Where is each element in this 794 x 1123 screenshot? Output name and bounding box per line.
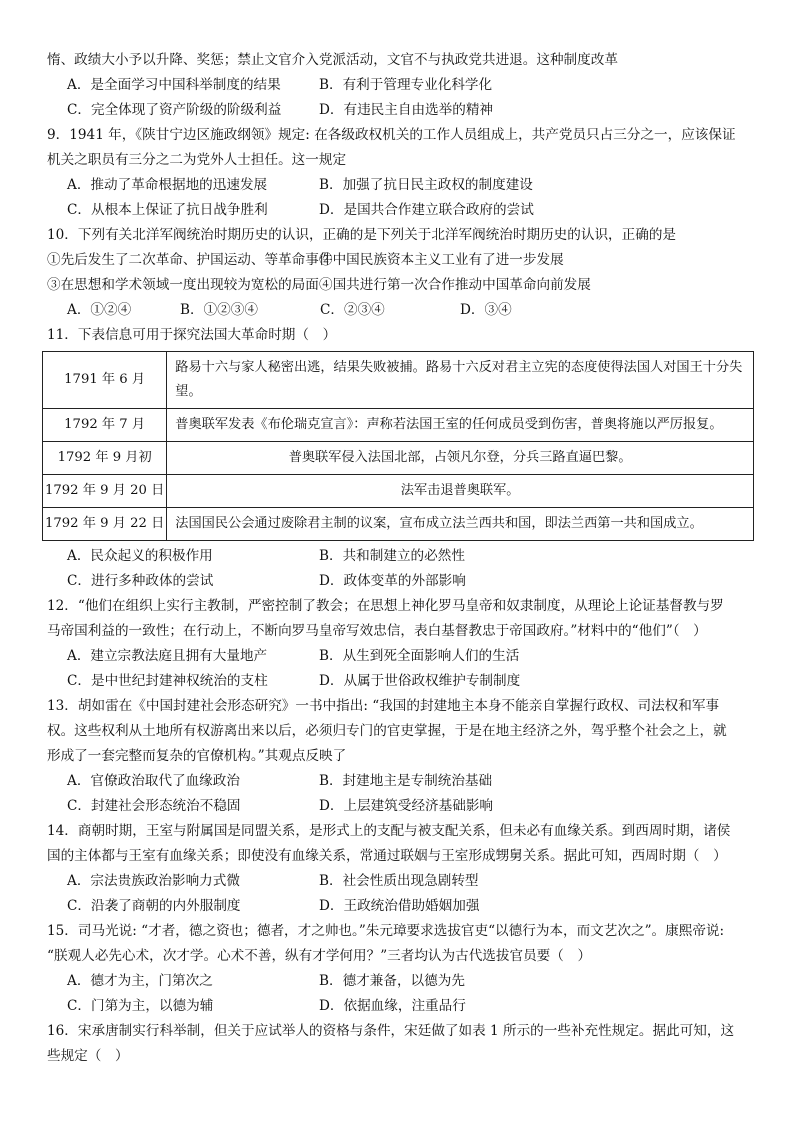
table-row — [43, 442, 754, 475]
q12-option-b[interactable]: B．从生到死全面影响人们的生活 — [319, 648, 520, 664]
event-date: 1792 年 7 月 — [43, 409, 167, 442]
q11-events-table — [42, 351, 754, 541]
q13-options-row-1 — [47, 769, 757, 794]
q9-option-b[interactable]: B．加强了抗日民主政权的制度建设 — [319, 177, 533, 193]
q15-option-d[interactable]: D．依据血缘，注重品行 — [319, 998, 466, 1014]
q12-stem-line-1: 12．“他们在组织上实行主教制，严密控制了教会；在思想上神化罗马皇帝和奴隶制度，从理论上论证基督教与罗 — [47, 598, 724, 614]
q10-items-row-2 — [47, 273, 757, 298]
q8-option-d[interactable]: D．有违民主自由选举的精神 — [319, 102, 494, 118]
q13-option-d[interactable]: D．上层建筑受经济基础影响 — [319, 798, 494, 814]
event-date: 1792 年 9 月初 — [43, 442, 167, 475]
q15-options-row-2 — [47, 994, 757, 1019]
q14-options-row-2 — [47, 894, 757, 919]
q9-option-d[interactable]: D．是国共合作建立联合政府的尝试 — [319, 202, 534, 218]
q8-option-b[interactable]: B．有利于管理专业化科学化 — [319, 77, 493, 93]
q12-option-d[interactable]: D．从属于世俗政权维护专制制度 — [319, 673, 521, 689]
table-row — [43, 475, 754, 508]
q14-option-b[interactable]: B．社会性质出现急剧转型 — [319, 873, 479, 889]
q10-option-a[interactable]: A．①②④ — [67, 302, 132, 318]
q10-item-2: ②中国民族资本主义工业有了进一步发展 — [319, 252, 564, 268]
q14-option-c[interactable]: C．沿袭了商朝的内外服制度 — [67, 898, 241, 914]
q11-stem: 11．下表信息可用于探究法国大革命时期（ ） — [47, 327, 337, 343]
q11-option-a[interactable]: A．民众起义的积极作用 — [67, 548, 213, 564]
q10-item-4: ④国共进行第一次合作推动中国革命向前发展 — [319, 277, 591, 293]
q9-option-c[interactable]: C．从根本上保证了抗日战争胜利 — [67, 202, 268, 218]
q12-option-c[interactable]: C．是中世纪封建神权统治的支柱 — [67, 673, 268, 689]
q8-option-c[interactable]: C．完全体现了资产阶级的阶级利益 — [67, 102, 282, 118]
event-date: 1791 年 6 月 — [43, 352, 167, 409]
q12-options-row-1 — [47, 644, 757, 669]
q11-option-b[interactable]: B．共和制建立的必然性 — [319, 548, 465, 564]
q15-stem-line-1: 15．司马光说: “才者，德之资也；德者，才之帅也。”朱元璋要求选拔官吏“以德行为本，而文艺次之”。康熙帝说: — [47, 923, 725, 939]
event-description: 路易十六与家人秘密出逃，结果失败被捕。路易十六反对君主立宪的态度使得法国人对国王十分失望。 — [167, 352, 754, 409]
q10-item-1: ①先后发生了二次革命、护国运动、等革命事件 — [47, 252, 333, 268]
q16-stem-line-2: 些规定（ ） — [47, 1048, 129, 1064]
q13-option-a[interactable]: A．官僚政治取代了血缘政治 — [67, 773, 240, 789]
table-row — [43, 409, 754, 442]
q11-options-row-1 — [47, 544, 757, 569]
q8-options-row-1 — [47, 73, 757, 98]
q15-stem-line-2: “朕观人必先心术，次才学。心术不善，纵有才学何用？”三者均认为古代选拔官员要（ ） — [47, 948, 592, 964]
q8-stem-tail: 惰、政绩大小予以升降、奖惩；禁止文官介入党派活动，文官不与执政党共进退。这种制度改革 — [47, 52, 618, 68]
q15-option-b[interactable]: B．德才兼备，以德为先 — [319, 973, 465, 989]
q10-option-d[interactable]: D．③④ — [460, 302, 512, 318]
q8-options-row-2 — [47, 98, 757, 123]
q9-stem-line-2: 机关之职员有三分之二为党外人士担任。这一规定 — [47, 152, 347, 168]
q12-option-a[interactable]: A．建立宗教法庭且拥有大量地产 — [67, 648, 268, 664]
q10-option-c[interactable]: C．②③④ — [320, 302, 385, 318]
event-date: 1792 年 9 月 20 日 — [43, 475, 167, 508]
q10-options-row — [47, 298, 757, 323]
q11-options-row-2 — [47, 569, 757, 594]
q9-stem-line-1: 9．1941 年，《陕甘宁边区施政纲领》规定: 在各级政权机关的工作人员组成上，共产党员只占三分之一，应该保证 — [47, 127, 736, 143]
q14-stem-line-1: 14．商朝时期，王室与附属国是同盟关系，是形式上的支配与被支配关系，但未必有血缘关系。到西周时期，诸侯 — [47, 823, 731, 839]
table-row — [43, 508, 754, 541]
q8-option-a[interactable]: A．是全面学习中国科举制度的结果 — [67, 77, 281, 93]
q15-options-row-1 — [47, 969, 757, 994]
q13-options-row-2 — [47, 794, 757, 819]
q14-option-a[interactable]: A．宗法贵族政治影响力式微 — [67, 873, 240, 889]
q13-option-c[interactable]: C．封建社会形态统治不稳固 — [67, 798, 241, 814]
q9-option-a[interactable]: A．推动了革命根据地的迅速发展 — [67, 177, 268, 193]
q10-item-3: ③在思想和学术领域一度出现较为宽松的局面 — [47, 277, 319, 293]
q14-options-row-1 — [47, 869, 757, 894]
event-description: 普奥联军侵入法国北部，占领凡尔登，分兵三路直逼巴黎。 — [167, 442, 754, 475]
table-row — [43, 352, 754, 409]
q10-items-row-1 — [47, 248, 757, 273]
q13-stem-line-1: 13．胡如雷在《中国封建社会形态研究》一书中指出: “我国的封建地主本身不能亲自掌握行政权、司法权和军事 — [47, 698, 720, 714]
q12-options-row-2 — [47, 669, 757, 694]
q12-stem-line-2: 马帝国利益的一致性；在行动上，不断向罗马皇帝写效忠信，表白基督教忠于帝国政府。”材料中的“他们”（ ） — [47, 623, 707, 639]
q9-options-row-1 — [47, 173, 757, 198]
exam-page — [47, 48, 757, 1069]
q10-option-b[interactable]: B．①②③④ — [180, 302, 258, 318]
q16-stem-line-1: 16．宋承唐制实行科举制，但关于应试举人的资格与条件，宋廷做了如表 1 所示的一些补充性规定。据此可知，这 — [47, 1023, 735, 1039]
q13-stem-line-3: 形成了一套完整而复杂的官僚机构。”其观点反映了 — [47, 748, 347, 764]
q15-option-c[interactable]: C．门第为主，以德为辅 — [67, 998, 214, 1014]
q10-stem: 10．下列有关北洋军阀统治时期历史的认识，正确的是下列关于北洋军阀统治时期历史的认识，正确的是 — [47, 227, 677, 243]
event-description: 法军击退普奥联军。 — [167, 475, 754, 508]
q11-option-c[interactable]: C．进行多种政体的尝试 — [67, 573, 214, 589]
event-date: 1792 年 9 月 22 日 — [43, 508, 167, 541]
q14-stem-line-2: 国的主体都与王室有血缘关系；即使没有血缘关系，常通过联姻与王室形成甥舅关系。据此可知，西周时期（ ） — [47, 848, 727, 864]
event-description: 普奥联军发表《布伦瑞克宣言》：声称若法国王室的任何成员受到伤害，普奥将施以严厉报复。 — [167, 409, 754, 442]
q13-option-b[interactable]: B．封建地主是专制统治基础 — [319, 773, 493, 789]
q9-options-row-2 — [47, 198, 757, 223]
q15-option-a[interactable]: A．德才为主，门第次之 — [67, 973, 213, 989]
event-description: 法国国民公会通过废除君主制的议案，宣布成立法兰西共和国，即法兰西第一共和国成立。 — [167, 508, 754, 541]
q11-option-d[interactable]: D．政体变革的外部影响 — [319, 573, 466, 589]
q13-stem-line-2: 权。这些权利从土地所有权游离出来以后，必须归专门的官吏掌握，于是在地主经济之外，驾乎整个社会之上，就 — [47, 723, 727, 739]
q14-option-d[interactable]: D．王政统治借助婚姻加强 — [319, 898, 480, 914]
